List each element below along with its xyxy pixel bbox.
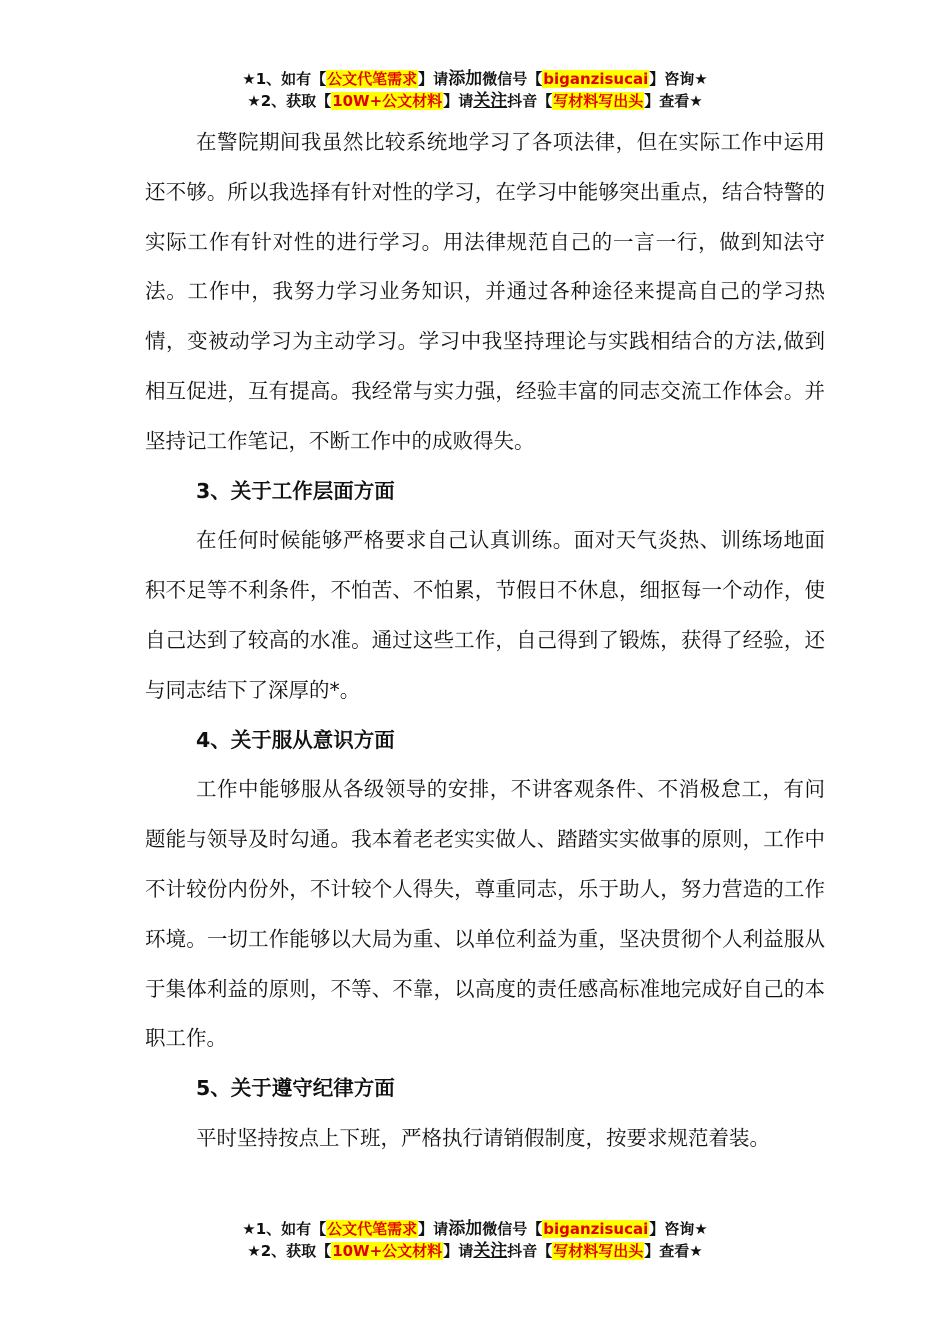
banner-emphasis: 添加 [448, 1219, 483, 1239]
section-heading: 5、关于遵守纪律方面 [196, 1076, 395, 1101]
banner-text: ★1、如有【 [242, 1220, 327, 1238]
banner-highlight: biganzisucai [543, 70, 649, 88]
banner-highlight: 公文代笔需求 [327, 70, 418, 88]
section-heading: 4、关于服从意识方面 [196, 727, 395, 752]
banner-text: 】查看★ [644, 92, 703, 110]
top-banner-line-2 [0, 90, 950, 112]
banner-highlight: 公文代笔需求 [327, 1220, 418, 1238]
banner-text: ★2、获取【 [247, 92, 332, 110]
paragraph: 工作中能够服从各级领导的安排，不讲客观条件、不消极怠工，有问题能与领导及时勾通。我本着老老实实做人、踏踏实实做事的原则，工作中不计较份内份外，不计较个人得失，尊重同志，乐于助人，努力营造的工作环境。一切工作能够以大局为重、以单位利益为重，坚决贯彻个人利益服从于集体利益的原则，不等、不靠，以高度的责任感高标准地完成好自己的本职工作。 [145, 777, 825, 1051]
paragraph: 平时坚持按点上下班，严格执行请销假制度，按要求规范着装。 [196, 1125, 770, 1150]
banner-text: 】咨询★ [649, 70, 708, 88]
banner-text: ★2、获取【 [247, 1242, 332, 1260]
bottom-banner-line-1 [0, 1218, 950, 1240]
banner-highlight: biganzisucai [543, 1220, 649, 1238]
banner-text: 】请 [418, 70, 449, 88]
banner-text: 微信号【 [482, 70, 543, 88]
banner-emphasis: 添加 [448, 69, 483, 89]
banner-text: 】咨询★ [649, 1220, 708, 1238]
bottom-banner-line-2 [0, 1240, 950, 1262]
bottom-banner [0, 1218, 950, 1262]
banner-text: 】请 [418, 1220, 449, 1238]
banner-emphasis: 关注 [473, 1241, 508, 1261]
banner-text: 微信号【 [482, 1220, 543, 1238]
banner-highlight: 写材料写出头 [553, 92, 644, 110]
banner-highlight: 10W+公文材料 [332, 92, 443, 110]
banner-text: 】请 [443, 92, 474, 110]
banner-text: 】查看★ [644, 1242, 703, 1260]
banner-emphasis: 关注 [473, 91, 508, 111]
paragraph: 在警院期间我虽然比较系统地学习了各项法律，但在实际工作中运用还不够。所以我选择有针对性的学习，在学习中能够突出重点，结合特警的实际工作有针对性的进行学习。用法律规范自己的一言一行，做到知法守法。工作中，我努力学习业务知识，并通过各种途径来提高自己的学习热情，变被动学习为主动学习。学习中我坚持理论与实践相结合的方法,做到相互促进，互有提高。我经常与实力强，经验丰富的同志交流工作体会。并坚持记工作笔记，不断工作中的成败得失。 [145, 130, 825, 453]
banner-text: 抖音【 [507, 1242, 553, 1260]
banner-text: 抖音【 [507, 92, 553, 110]
banner-highlight: 10W+公文材料 [332, 1242, 443, 1260]
paragraph: 在任何时候能够严格要求自己认真训练。面对天气炎热、训练场地面积不足等不利条件，不怕苦、不怕累，节假日不休息，细抠每一个动作，使自己达到了较高的水准。通过这些工作，自己得到了锻炼，获得了经验，还与同志结下了深厚的*。 [145, 528, 825, 702]
banner-text: 】请 [443, 1242, 474, 1260]
section-heading: 3、关于工作层面方面 [196, 478, 395, 503]
top-banner-line-1 [0, 68, 950, 90]
document-body [145, 118, 825, 1164]
banner-highlight: 写材料写出头 [553, 1242, 644, 1260]
top-banner [0, 68, 950, 112]
banner-text: ★1、如有【 [242, 70, 327, 88]
